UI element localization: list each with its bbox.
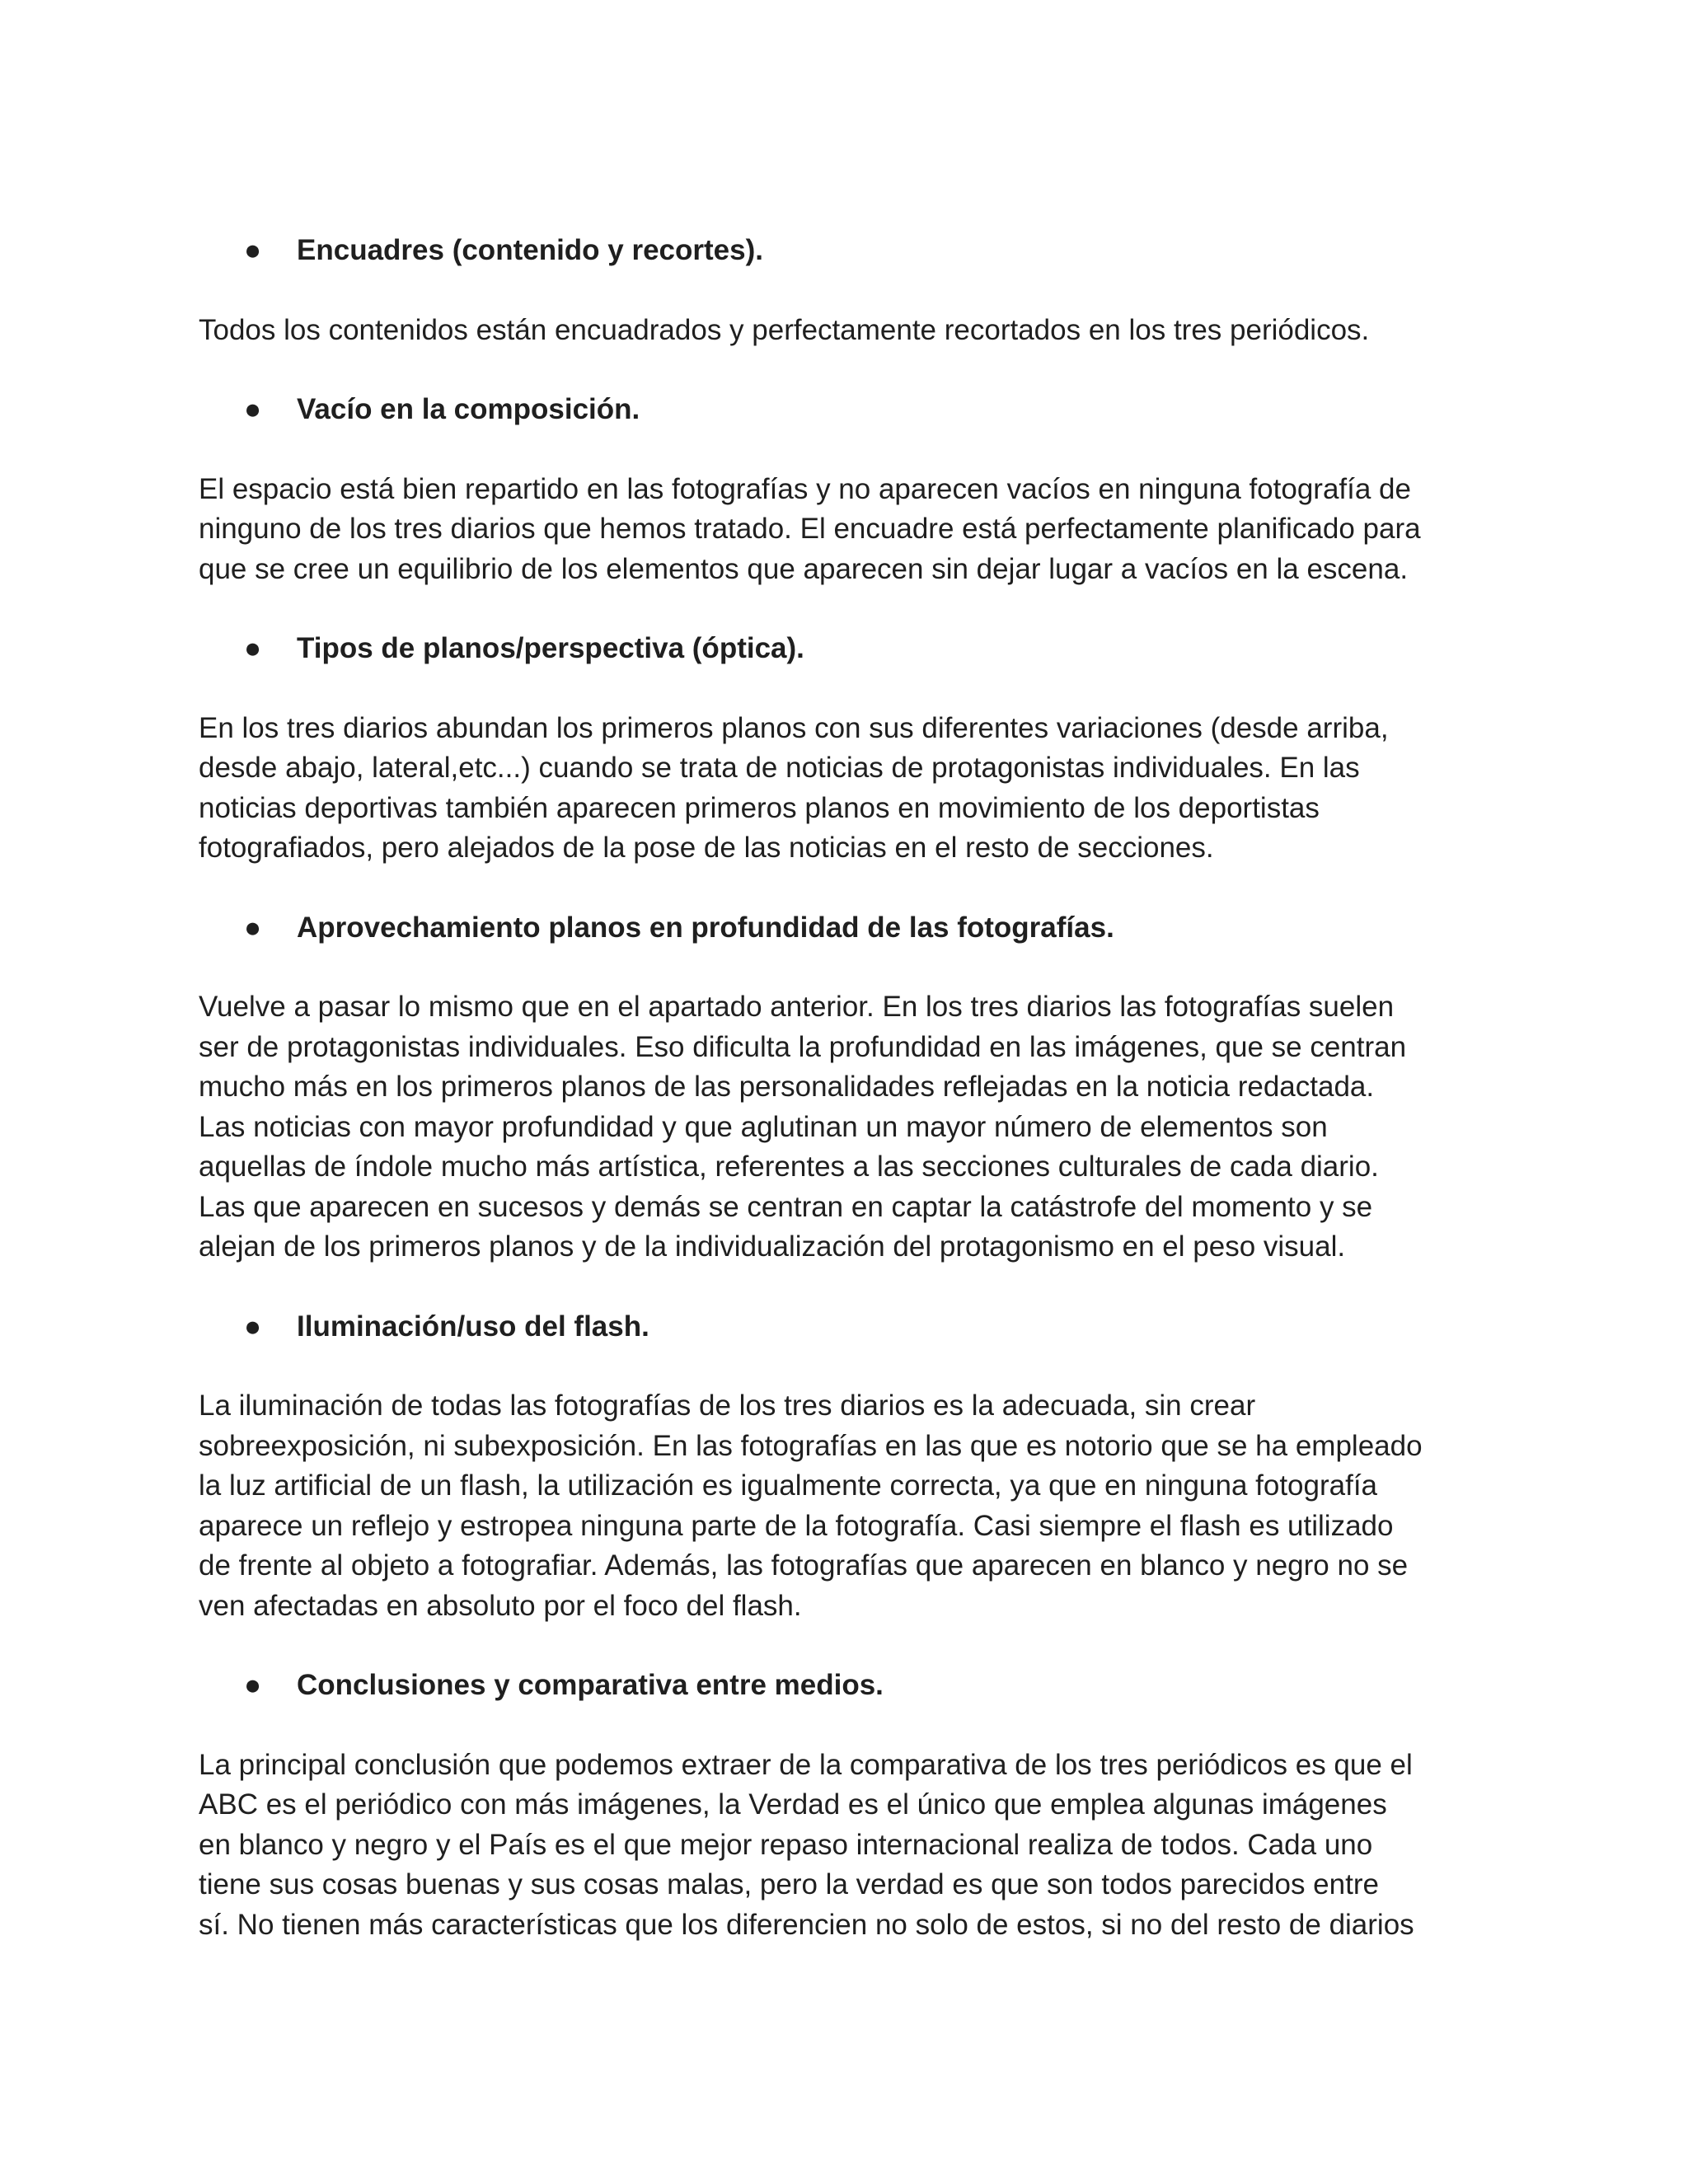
- section-paragraph: [199, 987, 1501, 1268]
- paragraph-line: ABC es el periódico con más imágenes, la Verdad es el único que emplea algunas imágenes: [199, 1788, 1387, 1821]
- paragraph-line: de frente al objeto a fotografiar. Además, las fotografías que aparecen en blanco y negro no se: [199, 1549, 1409, 1582]
- heading-text: Aprovechamiento planos en profundidad de las fotografías.: [297, 911, 1114, 944]
- paragraph-line: sí. No tienen más características que los diferencien no solo de estos, si no del resto de diarios: [199, 1908, 1414, 1941]
- heading-text: Iluminación/uso del flash.: [297, 1310, 649, 1343]
- paragraph-line: ninguno de los tres diarios que hemos tratado. El encuadre está perfectamente planificado para: [199, 513, 1421, 545]
- section-heading: [199, 1666, 1501, 1706]
- section-heading: [199, 908, 1501, 949]
- section-heading: [199, 1307, 1501, 1347]
- section-heading: [199, 390, 1501, 430]
- paragraph-line: La iluminación de todas las fotografías de los tres diarios es la adecuada, sin crear: [199, 1390, 1256, 1422]
- document-body: [199, 231, 1501, 1945]
- paragraph-line: desde abajo, lateral,etc...) cuando se trata de noticias de protagonistas individuales. En las: [199, 752, 1360, 784]
- section-paragraph: [199, 1746, 1501, 1946]
- heading-text: Conclusiones y comparativa entre medios.: [297, 1669, 884, 1701]
- bullet-icon: ●: [244, 632, 262, 664]
- section-paragraph: [199, 709, 1501, 869]
- section-paragraph: [199, 311, 1501, 351]
- paragraph-line: Vuelve a pasar lo mismo que en el apartado anterior. En los tres diarios las fotografías suelen: [199, 991, 1395, 1023]
- heading-text: Vacío en la composición.: [297, 393, 640, 425]
- bullet-icon: ●: [244, 911, 262, 944]
- paragraph-line: Las noticias con mayor profundidad y que aglutinan un mayor número de elementos son: [199, 1110, 1328, 1143]
- paragraph-line: Las que aparecen en sucesos y demás se centran en captar la catástrofe del momento y se: [199, 1190, 1373, 1223]
- bullet-icon: ●: [244, 1669, 262, 1701]
- paragraph-line: aquellas de índole mucho más artística, referentes a las secciones culturales de cada diario.: [199, 1151, 1379, 1183]
- section-paragraph: [199, 470, 1501, 590]
- paragraph-line: que se cree un equilibrio de los elementos que aparecen sin dejar lugar a vacíos en la escena.: [199, 552, 1409, 585]
- bullet-icon: ●: [244, 234, 262, 266]
- paragraph-line: la luz artificial de un flash, la utilización es igualmente correcta, ya que en ninguna fotografía: [199, 1469, 1378, 1502]
- paragraph-line: tiene sus cosas buenas y sus cosas malas, pero la verdad es que son todos parecidos entre: [199, 1868, 1379, 1900]
- section-paragraph: [199, 1386, 1501, 1626]
- paragraph-line: El espacio está bien repartido en las fotografías y no aparecen vacíos en ninguna fotografía de: [199, 472, 1411, 505]
- paragraph-line: ser de protagonistas individuales. Eso dificulta la profundidad en las imágenes, que se centran: [199, 1030, 1407, 1063]
- bullet-icon: ●: [244, 393, 262, 425]
- bullet-icon: ●: [244, 1310, 262, 1343]
- section-heading: [199, 629, 1501, 669]
- paragraph-line: sobreexposición, ni subexposición. En las fotografías en las que es notorio que se ha empleado: [199, 1429, 1423, 1462]
- paragraph-line: mucho más en los primeros planos de las personalidades reflejadas en la noticia redactada.: [199, 1071, 1375, 1103]
- paragraph-line: alejan de los primeros planos y de la individualización del protagonismo en el peso visual.: [199, 1230, 1346, 1263]
- paragraph-line: En los tres diarios abundan los primeros planos con sus diferentes variaciones (desde arriba,: [199, 711, 1389, 744]
- paragraph-line: en blanco y negro y el País es el que mejor repaso internacional realiza de todos. Cada uno: [199, 1828, 1373, 1861]
- heading-text: Encuadres (contenido y recortes).: [297, 234, 763, 266]
- paragraph-line: Todos los contenidos están encuadrados y perfectamente recortados en los tres periódicos.: [199, 313, 1370, 346]
- section-heading: [199, 231, 1501, 271]
- paragraph-line: aparece un reflejo y estropea ninguna parte de la fotografía. Casi siempre el flash es utilizado: [199, 1509, 1394, 1542]
- paragraph-line: fotografiados, pero alejados de la pose de las noticias en el resto de secciones.: [199, 832, 1214, 864]
- paragraph-line: noticias deportivas también aparecen primeros planos en movimiento de los deportistas: [199, 791, 1320, 824]
- paragraph-line: La principal conclusión que podemos extraer de la comparativa de los tres periódicos es que el: [199, 1748, 1413, 1781]
- heading-text: Tipos de planos/perspectiva (óptica).: [297, 632, 804, 664]
- paragraph-line: ven afectadas en absoluto por el foco del flash.: [199, 1589, 802, 1622]
